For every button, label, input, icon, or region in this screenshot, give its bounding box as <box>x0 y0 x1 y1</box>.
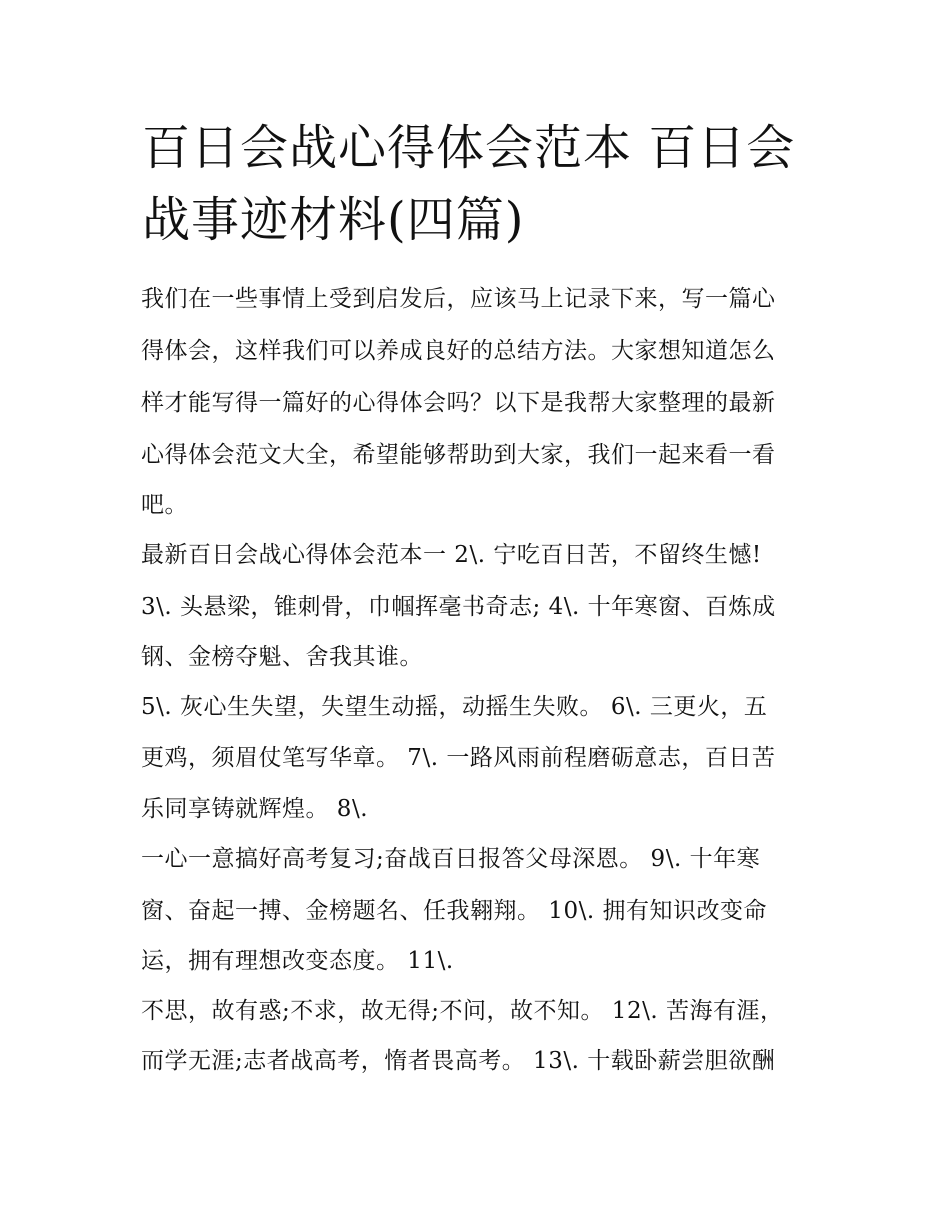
body-line: 不思，故有惑;不求，故无得;不问，故不知。 12\. 苦海有涯， <box>141 998 784 1024</box>
body-line: 3\. 头悬梁，锥刺骨，巾帼挥毫书奇志; 4\. 十年寒窗、百炼成 <box>141 594 776 620</box>
body-line: 窗、奋起一搏、金榜题名、任我翱翔。 10\. 拥有知识改变命 <box>141 898 767 924</box>
body-line: 钢、金榜夺魁、舍我其谁。 <box>141 644 423 670</box>
body-line: 得体会，这样我们可以养成良好的总结方法。大家想知道怎么 <box>141 338 776 364</box>
body-line: 最新百日会战心得体会范本一 2\. 宁吃百日苦，不留终生憾! <box>141 542 762 568</box>
body-line: 心得体会范文大全，希望能够帮助到大家，我们一起来看一看 <box>141 442 776 468</box>
body-line: 5\. 灰心生失望，失望生动摇，动摇生失败。 6\. 三更火，五 <box>141 694 768 720</box>
body-line: 运，拥有理想改变态度。 11\. <box>141 948 454 974</box>
body-line: 一心一意搞好高考复习;奋战百日报答父母深恩。 9\. 十年寒 <box>141 846 761 872</box>
document-title: 百日会战心得体会范本 百日会战事迹材料(四篇) <box>142 120 796 248</box>
body-line: 乐同享铸就辉煌。 8\. <box>141 796 369 822</box>
body-line: 而学无涯;志者战高考，惰者畏高考。 13\. 十载卧薪尝胆欲酬 <box>141 1048 776 1074</box>
body-line: 吧。 <box>141 492 188 518</box>
body-line: 更鸡，须眉仗笔写华章。 7\. 一路风雨前程磨砺意志，百日苦 <box>141 745 776 771</box>
body-line: 样才能写得一篇好的心得体会吗？以下是我帮大家整理的最新 <box>141 390 776 416</box>
body-line: 我们在一些事情上受到启发后，应该马上记录下来，写一篇心 <box>141 286 776 312</box>
